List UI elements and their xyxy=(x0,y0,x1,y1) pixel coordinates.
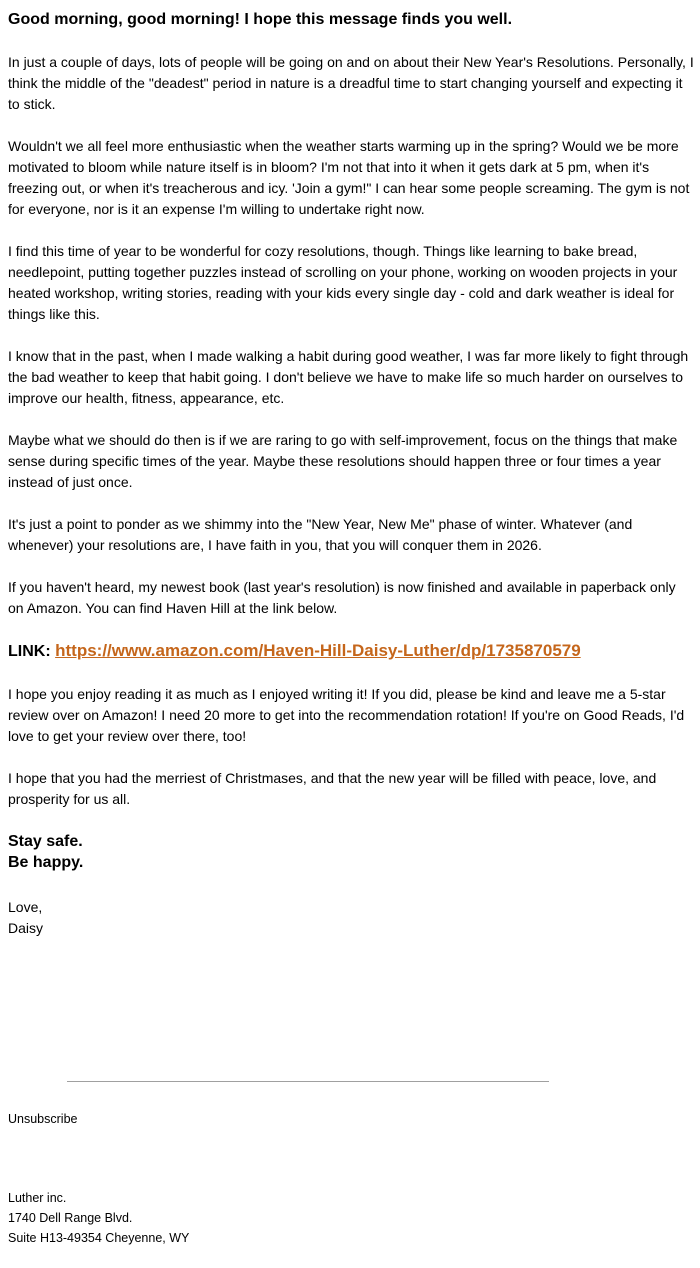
paragraph-6: It's just a point to ponder as we shimmy into the "New Year, New Me" phase of winter. Whatever (and whenever) your resolutions are, I have faith in you, that you will conquer them in 2026. xyxy=(8,516,633,553)
address-company: Luther inc. xyxy=(8,1191,67,1205)
book-link-line xyxy=(8,640,581,663)
paragraph-9: I hope that you had the merriest of Christmases, and that the new year will be filled with peace, love, and prosperity for us all. xyxy=(8,770,657,807)
closing-line-1: Love, xyxy=(8,899,43,915)
unsubscribe-link[interactable]: Unsubscribe xyxy=(8,1112,78,1126)
paragraph-3: I find this time of year to be wonderful for cozy resolutions, though. Things like learning to bake bread, needlepoint, putting together puzzles instead of scrolling on your phone, working on wooden projects in your heated workshop, writing stories, reading with your kids every single day - cold and dark weather is ideal for things like this. xyxy=(8,243,678,322)
footer-divider xyxy=(67,1081,549,1082)
paragraph-8: I hope you enjoy reading it as much as I enjoyed writing it! If you did, please be kind and leave me a 5-star review over on Amazon! I need 20 more to get into the recommendation rotation! If you're on Good Reads, I'd love to get your review over there, too! xyxy=(8,686,685,744)
paragraph-1: In just a couple of days, lots of people will be going on and on about their New Year's Resolutions. Personally, I think the middle of the "deadest" period in nature is a dreadful time to start changing yourself and expecting it to stick. xyxy=(8,54,694,112)
signoff xyxy=(8,831,83,873)
closing-signature: Daisy xyxy=(8,920,44,936)
address-suite-city: Suite H13-49354 Cheyenne, WY xyxy=(8,1231,190,1245)
book-link[interactable]: https://www.amazon.com/Haven-Hill-Daisy-Luther/dp/1735870579 xyxy=(55,641,581,660)
paragraph-7: If you haven't heard, my newest book (last year's resolution) is now finished and available in paperback only on Amazon. You can find Haven Hill at the link below. xyxy=(8,579,676,616)
footer-address xyxy=(8,1188,189,1248)
greeting-heading: Good morning, good morning! I hope this message finds you well. xyxy=(8,11,513,28)
paragraph-5: Maybe what we should do then is if we are raring to go with self-improvement, focus on the things that make sense during specific times of the year. Maybe these resolutions should happen three or four times a year instead of just once. xyxy=(8,432,678,490)
signoff-line-1: Stay safe. xyxy=(8,833,83,850)
signoff-line-2: Be happy. xyxy=(8,854,84,871)
address-street: 1740 Dell Range Blvd. xyxy=(8,1211,133,1225)
paragraph-4: I know that in the past, when I made walking a habit during good weather, I was far more likely to fight through the bad weather to keep that habit going. I don't believe we have to make life so much harder on ourselves to improve our health, fitness, appearance, etc. xyxy=(8,348,689,406)
link-label: LINK: xyxy=(8,643,51,660)
closing xyxy=(8,897,43,939)
paragraph-2: Wouldn't we all feel more enthusiastic when the weather starts warming up in the spring? Would we be more motivated to bloom while nature itself is in bloom? I'm not that into it when it gets dark at 5 pm, when it's freezing out, or when it's treacherous and icy. 'Join a gym!" I can hear some people screaming. The gym is not for everyone, nor is it an expense I'm willing to undertake right now. xyxy=(8,138,690,217)
